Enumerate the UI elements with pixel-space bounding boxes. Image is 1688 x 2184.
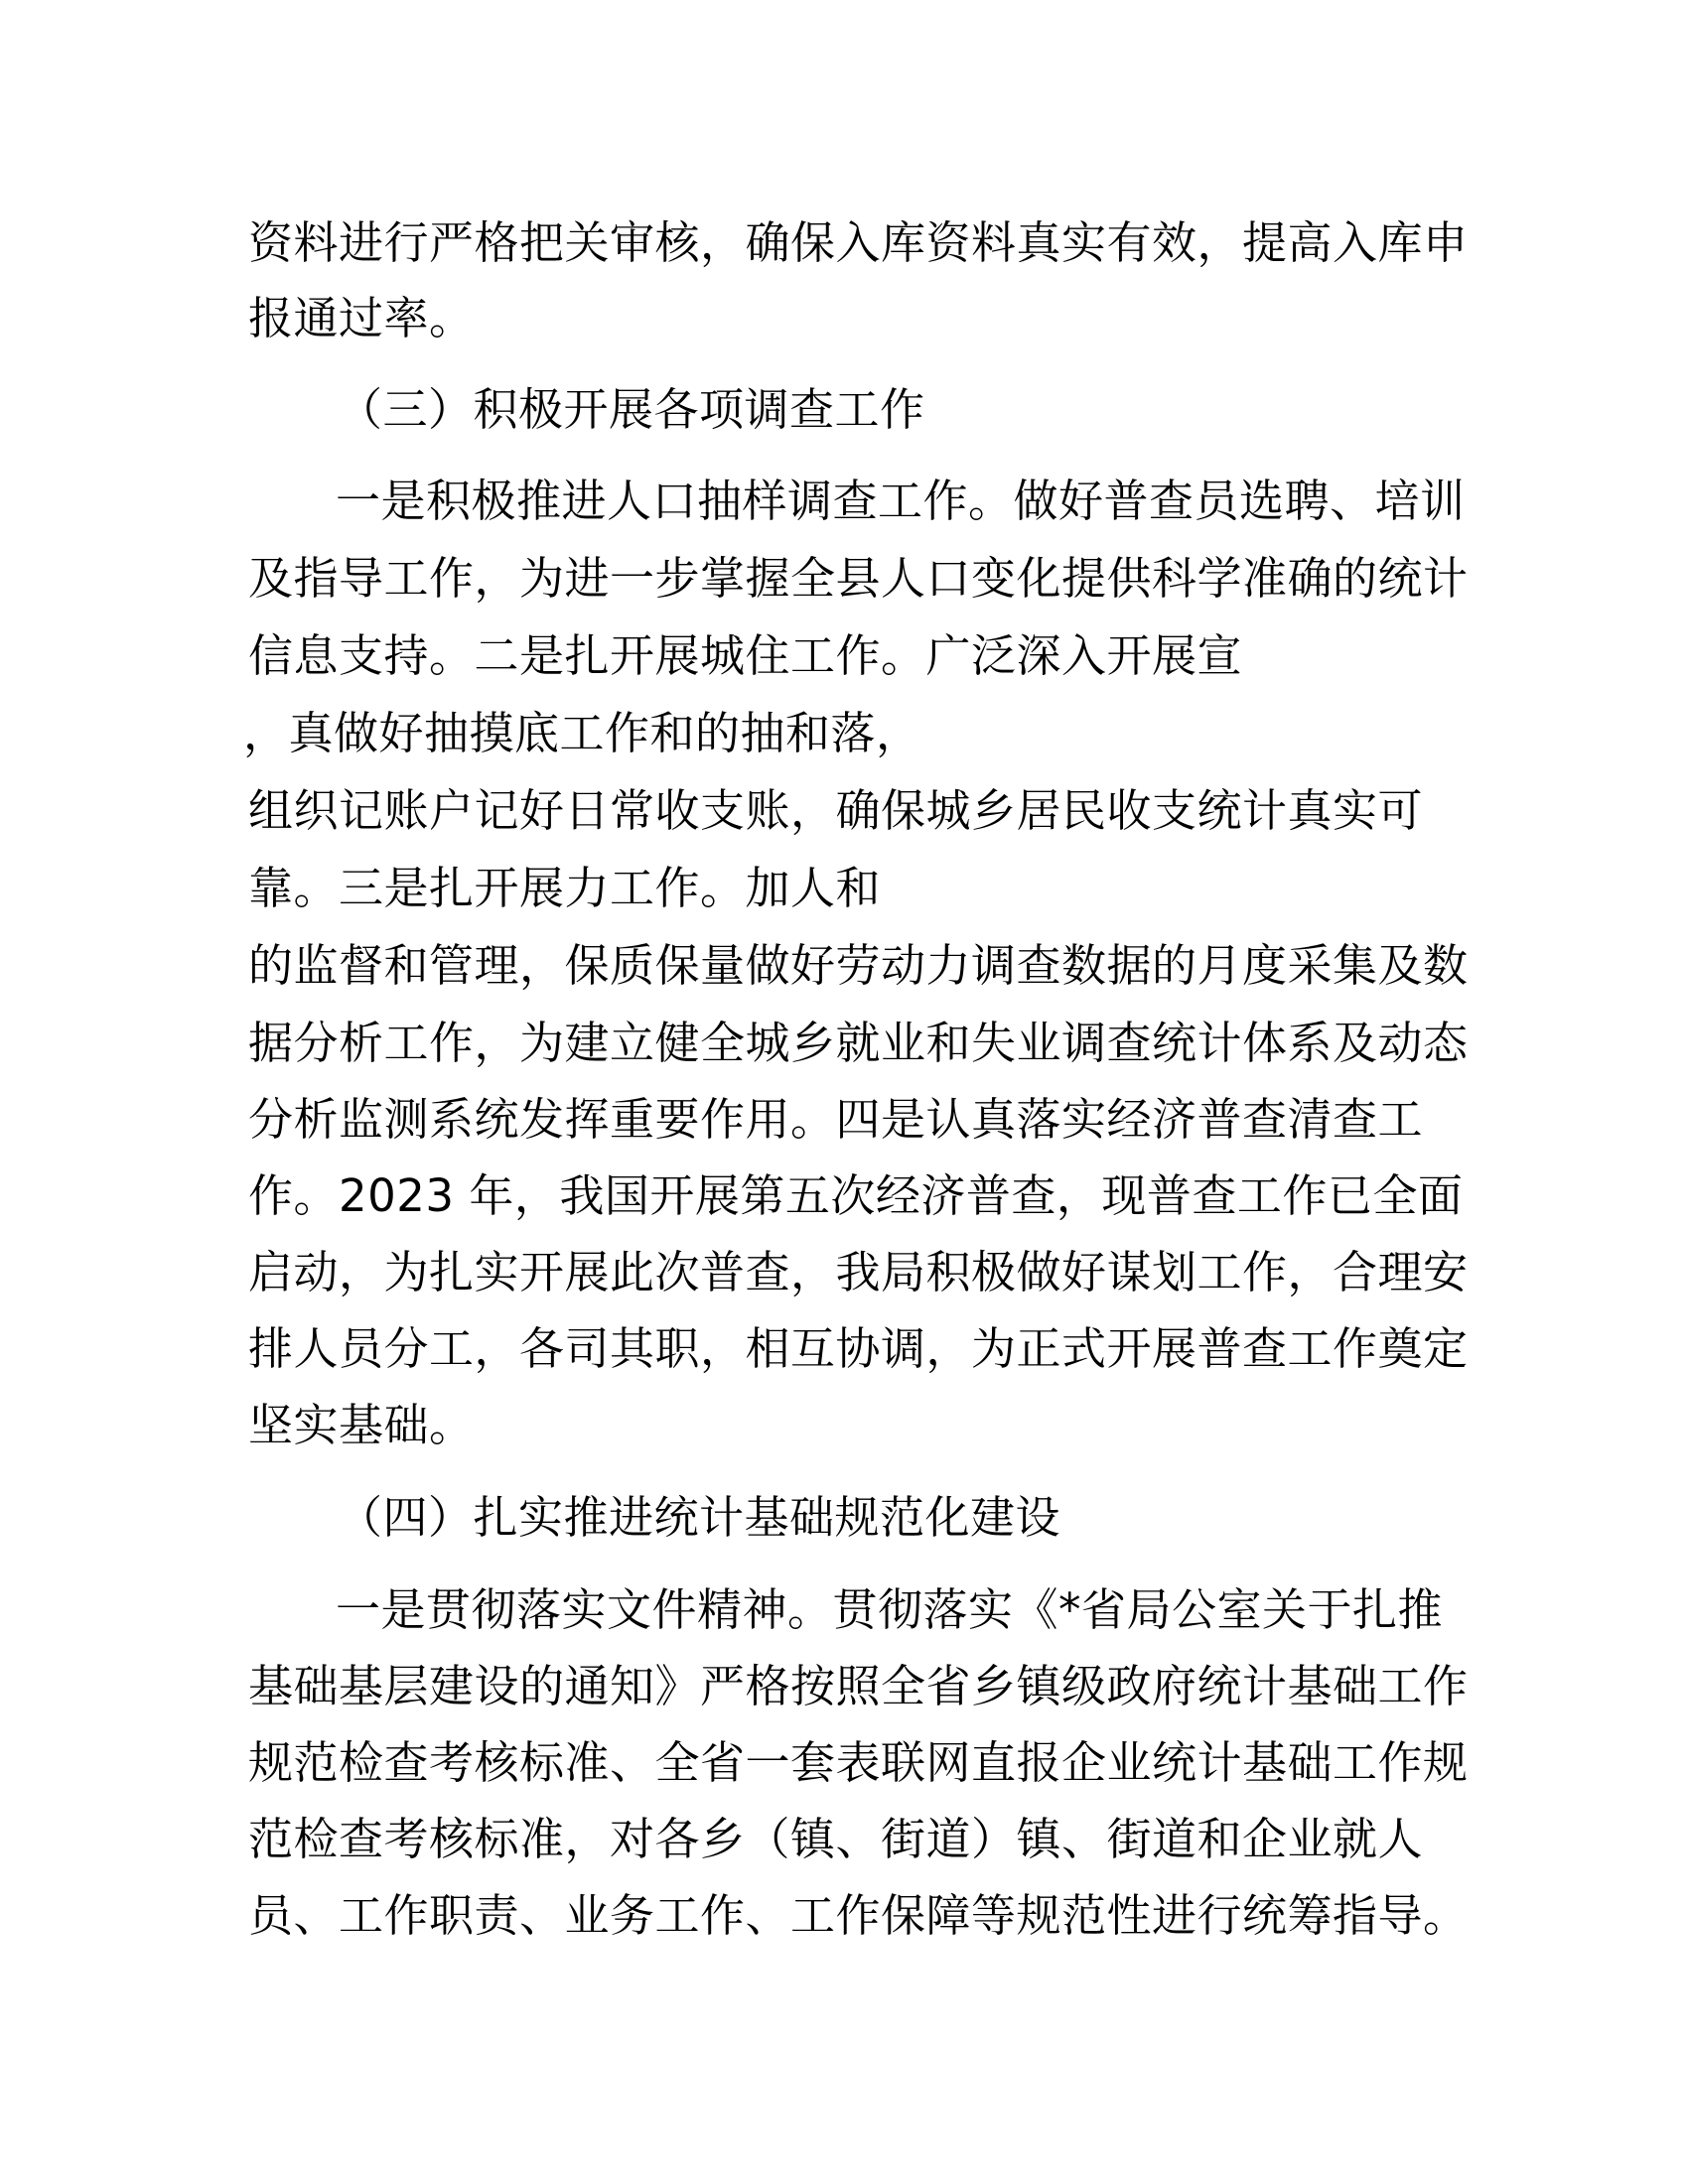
text-line: 信息支持。二是扎开展城住工作。广泛深入开展宣 [248,629,1243,682]
text-line: 及指导工作，为进一步掌握全县人口变化提供科学准确的统计 [248,552,1469,605]
text-line: 分析监测系统发挥重要作用。四是认真落实经济普查清查工 [248,1093,1424,1146]
section-heading-3: （三）积极开展各项调查工作 [338,383,925,436]
text-line: 范检查考核标准，对各乡（镇、街道）镇、街道和企业就人 [248,1813,1424,1865]
section-heading-4: （四）扎实推进统计基础规范化建设 [338,1491,1061,1544]
text-line: 据分析工作，为建立健全城乡就业和失业调查统计体系及动态 [248,1017,1469,1069]
text-line: 一是贯彻落实文件精神。贯彻落实《*省局公室关于扎推 [336,1583,1444,1636]
text-line: 报通过率。 [248,292,475,344]
text-line: 员、工作职责、业务工作、工作保障等规范性进行统筹指导。 [248,1889,1469,1942]
text-line: 组织记账户记好日常收支账，确保城乡居民收支统计真实可 [248,784,1424,837]
text-line: 基础基层建设的通知》严格按照全省乡镇级政府统计基础工作 [248,1660,1469,1712]
text-line: 资料进行严格把关审核，确保入库资料真实有效，提高入库申 [248,216,1469,269]
text-line: 作。2023 年，我国开展第五次经济普查，现普查工作已全面 [248,1169,1464,1222]
text-line: ，真做好抽摸底工作和的抽和落， [243,707,921,759]
text-line: 靠。三是扎开展力工作。加人和 [248,862,882,914]
text-line: 一是积极推进人口抽样调查工作。做好普查员选聘、培训 [336,475,1466,527]
text-line: 坚实基础。 [248,1399,475,1451]
text-line: 启动，为扎实开展此次普查，我局积极做好谋划工作，合理安 [248,1246,1469,1298]
text-line: 排人员分工，各司其职，相互协调，为正式开展普查工作奠定 [248,1322,1469,1375]
text-line: 的监督和管理，保质保量做好劳动力调查数据的月度采集及数 [248,939,1469,992]
text-line: 规范检查考核标准、全省一套表联网直报企业统计基础工作规 [248,1736,1469,1789]
